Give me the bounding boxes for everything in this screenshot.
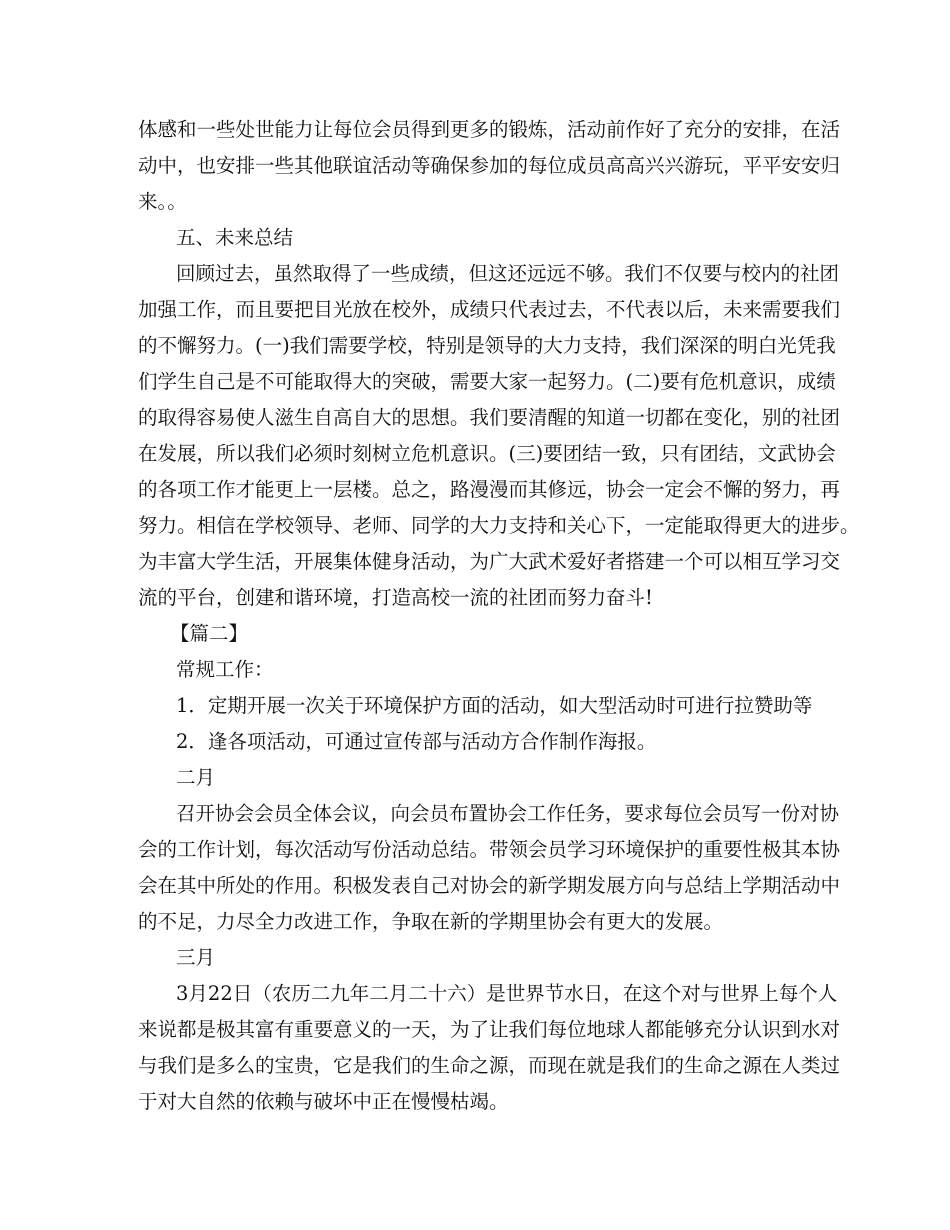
text-line: 与我们是多么的宝贵，它是我们的生命之源，而现在就是我们的生命之源在人类过 — [138, 1054, 841, 1077]
text-line: 召开协会会员全体会议，向会员布置协会工作任务，要求每位会员写一份对协 — [176, 802, 840, 825]
text-line: 努力。相信在学校领导、老师、同学的大力支持和关心下，一定能取得更大的进步。 — [138, 514, 860, 537]
text-line: 会在其中所处的作用。积极发表自己对协会的新学期发展方向与总结上学期活动中 — [138, 874, 841, 897]
text-line: 来。。 — [138, 190, 187, 213]
text-line: 于对大自然的依赖与破坏中正在慢慢枯竭。 — [138, 1090, 509, 1113]
text-line: 动中，也安排一些其他联谊活动等确保参加的每位成员高高兴兴游玩，平平安安归 — [138, 154, 841, 177]
list-item: 1．定期开展一次关于环境保护方面的活动，如大型活动时可进行拉赞助等 — [176, 694, 813, 717]
text-line: 的不足，力尽全力改进工作，争取在新的学期里协会有更大的发展。 — [138, 910, 724, 933]
text-line: 流的平台，创建和谐环境，打造高校一流的社团而努力奋斗! — [138, 586, 653, 609]
list-item: 2．逢各项活动，可通过宣传部与活动方合作制作海报。 — [176, 730, 657, 753]
text-line: 会的工作计划，每次活动写份活动总结。带领会员学习环境保护的重要性极其本协 — [138, 838, 841, 861]
text-line: 在发展，所以我们必须时刻树立危机意识。(三)要团结一致，只有团结，文武协会 — [138, 442, 836, 465]
section-heading: 五、未来总结 — [176, 226, 294, 249]
text-line: 们学生自己是不可能取得大的突破，需要大家一起努力。(二)要有危机意识，成绩 — [138, 370, 836, 393]
text-line: 加强工作，而且要把目光放在校外，成绩只代表过去，不代表以后，未来需要我们 — [138, 298, 841, 321]
text-line: 体感和一些处世能力让每位会员得到更多的锻炼，活动前作好了充分的安排，在活 — [138, 118, 841, 141]
text-line: 回顾过去，虽然取得了一些成绩，但这还远远不够。我们不仅要与校内的社团 — [176, 262, 840, 285]
text-line: 的各项工作才能更上一层楼。总之，路漫漫而其修远，协会一定会不懈的努力，再 — [138, 478, 841, 501]
text-line: 的不懈努力。(一)我们需要学校，特别是领导的大力支持，我们深深的明白光凭我 — [138, 334, 836, 357]
section-heading: 二月 — [176, 766, 216, 789]
text-line: 常规工作： — [176, 658, 274, 681]
text-line: 来说都是极其富有重要意义的一天，为了让我们每位地球人都能够充分认识到水对 — [138, 1018, 841, 1041]
text-line: 3月22日（农历二九年二月二十六）是世界节水日，在这个对与世界上每个人 — [176, 982, 838, 1005]
text-line: 为丰富大学生活，开展集体健身活动，为广大武术爱好者搭建一个可以相互学习交 — [138, 550, 841, 573]
section-heading: 三月 — [176, 946, 216, 969]
section-heading: 【篇二】 — [170, 622, 249, 645]
text-line: 的取得容易使人滋生自高自大的思想。我们要清醒的知道一切都在变化，别的社团 — [138, 406, 841, 429]
